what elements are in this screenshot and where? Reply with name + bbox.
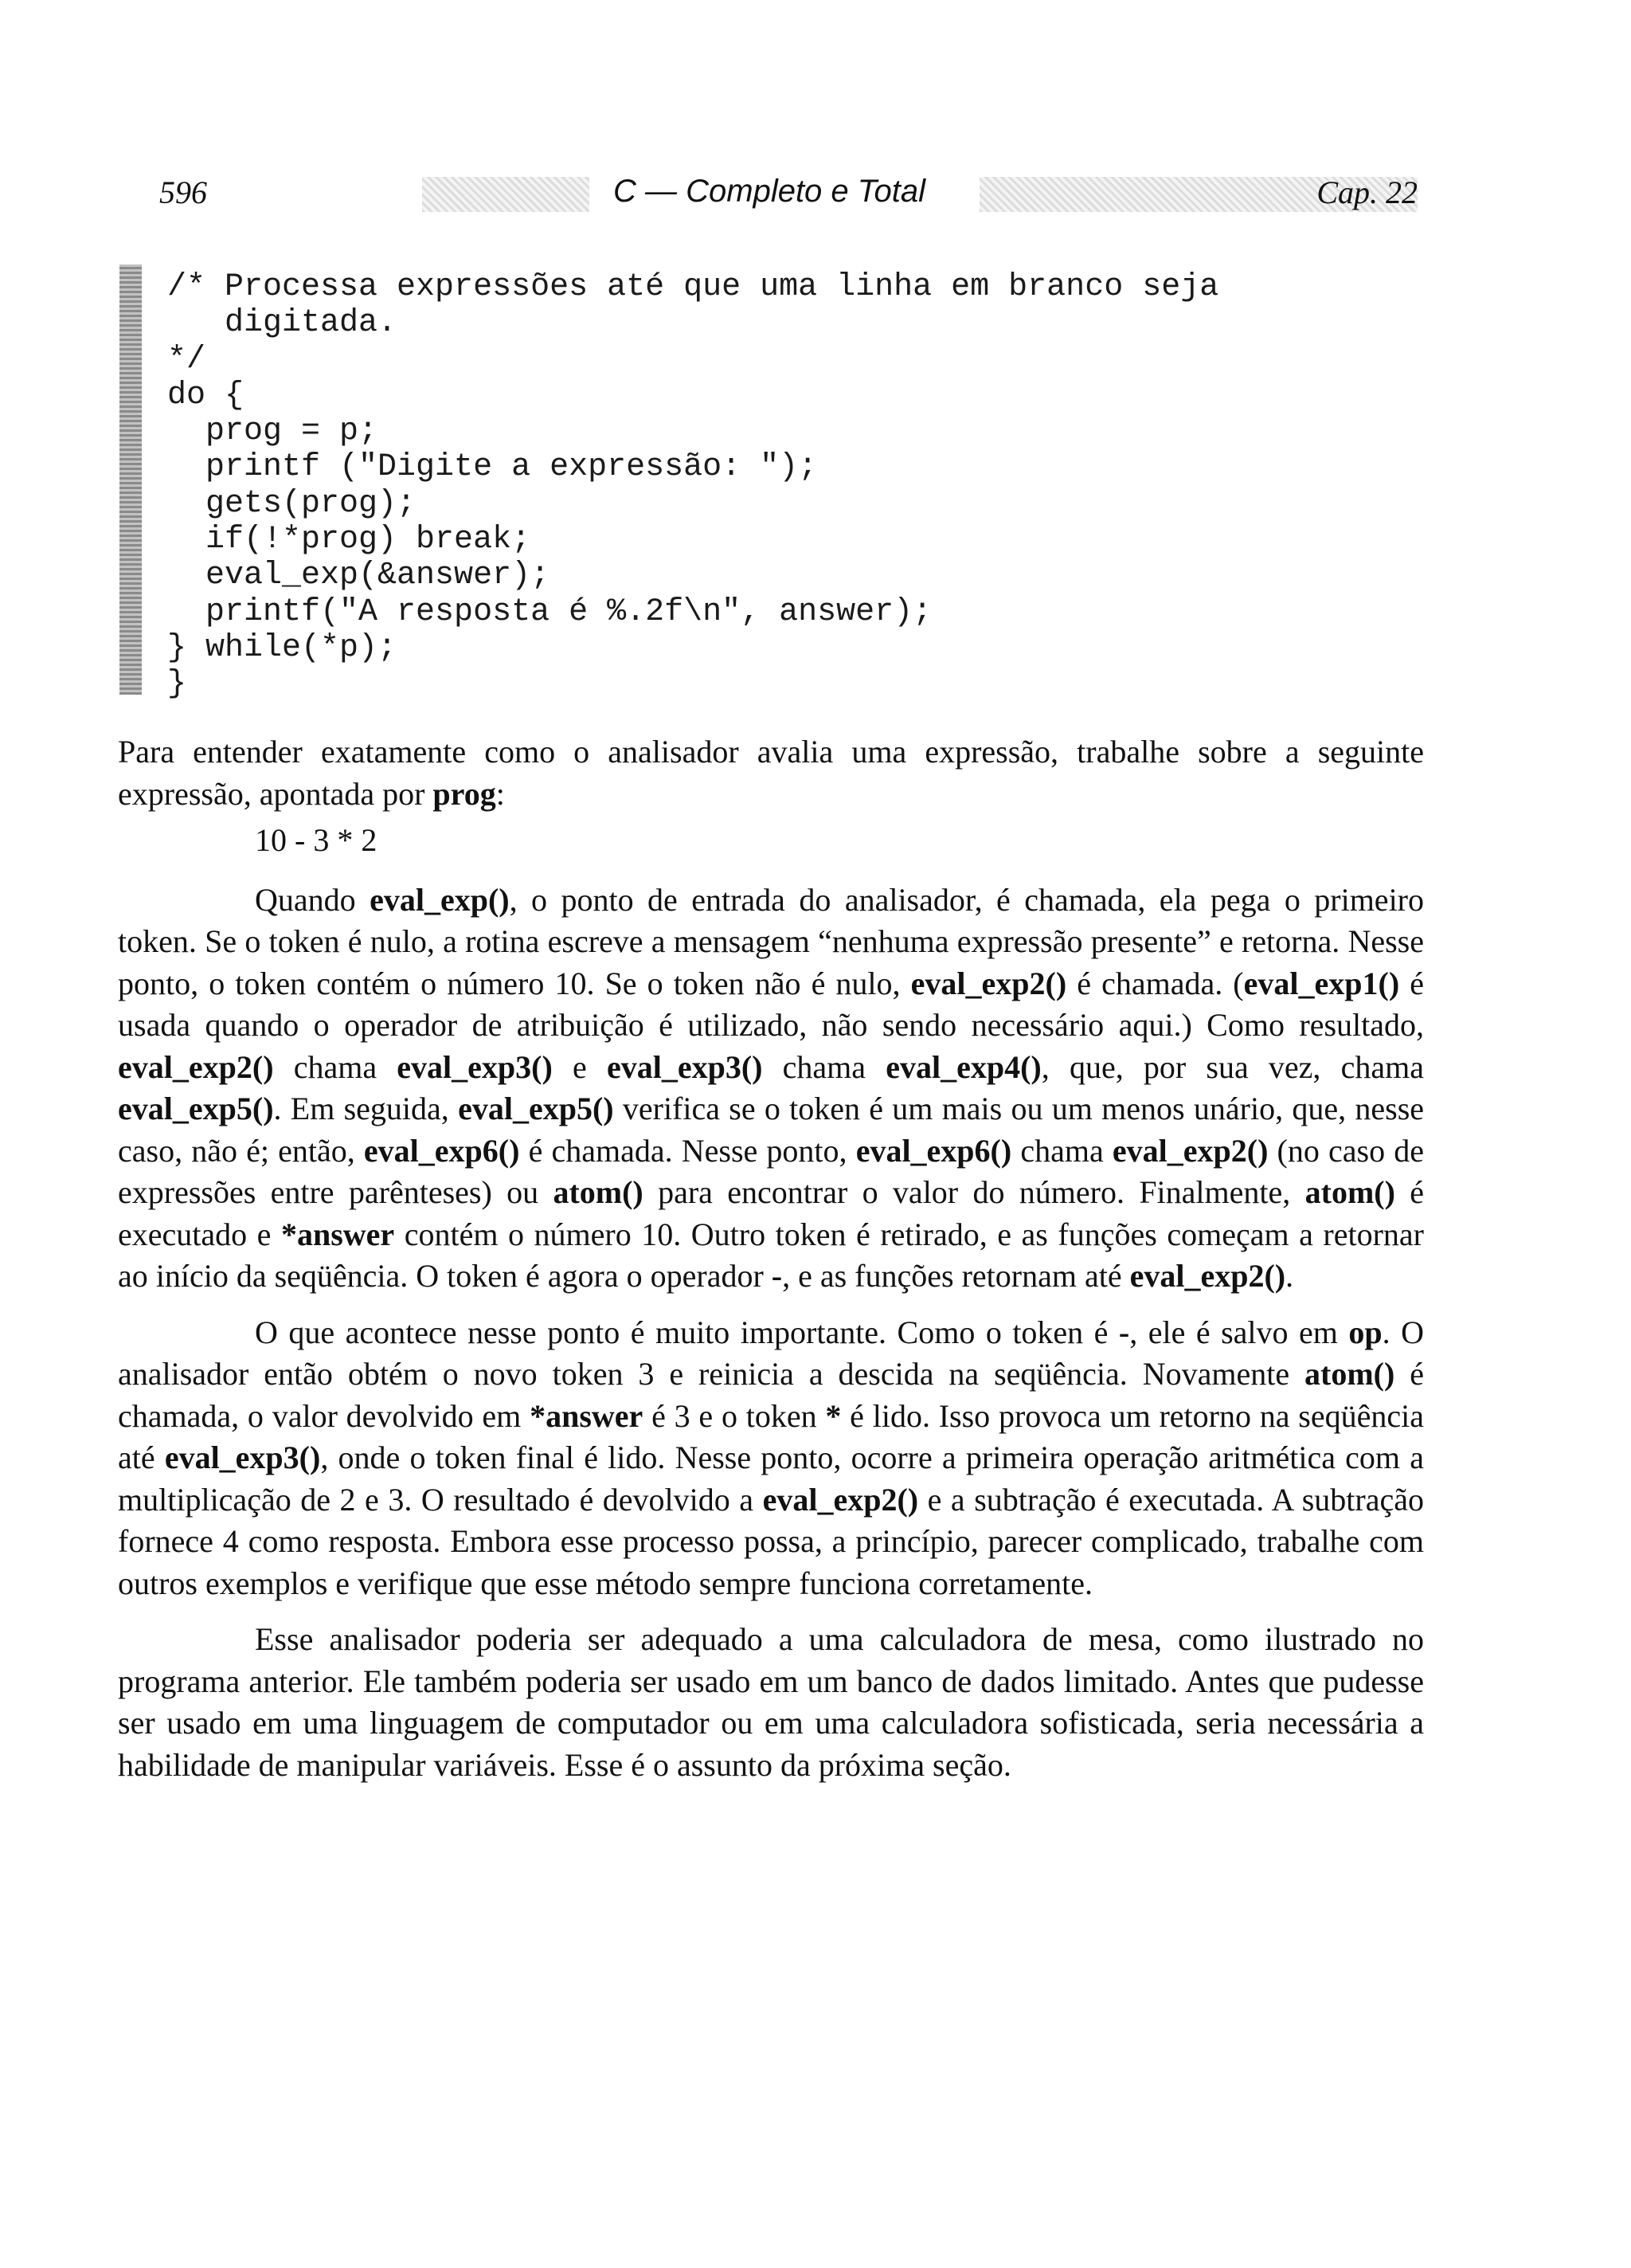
example-expression: 10 - 3 * 2 — [255, 822, 377, 858]
code-ref: eval_exp4() — [886, 1048, 1042, 1085]
code-ref: eval_exp2() — [1112, 1132, 1269, 1169]
code-line: do { — [167, 377, 244, 413]
code-ref: eval_exp5() — [118, 1091, 274, 1126]
code-line: printf("A resposta é %.2f\n", answer); — [167, 593, 933, 630]
text-run: é executado e — [118, 1174, 1424, 1252]
text-run: e — [552, 1048, 607, 1085]
text-run: , que, por sua vez, chama — [1041, 1048, 1425, 1085]
code-ref: - — [1118, 1314, 1130, 1350]
code-ref: eval_exp5() — [458, 1091, 614, 1126]
text-run: . Em seguida, — [273, 1091, 459, 1126]
text-run: é chamada. ( — [1066, 965, 1244, 1001]
paragraph-walkthrough — [118, 879, 1424, 1298]
code-line: if(!*prog) break; — [167, 522, 531, 558]
text-run: , ele é salvo em — [1129, 1314, 1349, 1350]
header-halftone-left — [422, 177, 589, 212]
text-run: (no caso de expressões entre parênteses) ou — [118, 1132, 1424, 1210]
page-header — [159, 174, 1418, 221]
code-line: printf ("Digite a expressão: "); — [167, 449, 818, 486]
code-ref: atom() — [1304, 1174, 1395, 1210]
code-ref: *answer — [530, 1397, 643, 1434]
text-run: é 3 e o token — [643, 1397, 826, 1434]
code-listing — [167, 269, 1218, 703]
text-run: verifica se o token é um mais ou um menos unário, que, nesse caso, não é; então, — [118, 1091, 1425, 1169]
running-title: C — Completo e Total — [613, 174, 926, 209]
code-ref: eval_exp3() — [606, 1048, 763, 1085]
code-line: } — [167, 666, 187, 703]
text-run: O que acontece nesse ponto é muito importante. Como o token é — [255, 1314, 1119, 1350]
chapter-label: Cap. 22 — [1316, 174, 1418, 210]
code-line: } while(*p); — [167, 629, 397, 666]
code-line: digitada. — [167, 305, 397, 342]
code-ref: eval_exp2() — [910, 965, 1067, 1001]
text-run: Para entender exatamente como o analisador avalia uma expressão, trabalhe sobre a seguinte expressão, apontada por — [118, 734, 1424, 812]
text-run: , onde o token final é lido. Nesse ponto, ocorre a primeira operação aritmética com a multiplicação de 2 e 3. O resultado é devolvido a — [118, 1440, 1424, 1518]
code-block-marker — [119, 264, 142, 695]
text-run: contém o número 10. Outro token é retirado, e as funções começam a retornar ao início da seqüência. O token é agora o operador — [118, 1216, 1424, 1294]
code-line: eval_exp(&answer); — [167, 558, 550, 594]
paragraph-conclusion: Esse analisador poderia ser adequado a uma calculadora de mesa, como ilustrado no programa anterior. Ele também poderia ser usado em um banco de dados limitado. Antes que pudesse ser usado em uma linguagem de computador ou em uma calculadora sofisticada, seria necessária a habilidade de manipular variáveis. Esse é o assunto da próxima seção. — [118, 1621, 1424, 1783]
code-ref: op — [1348, 1314, 1383, 1350]
text-run: Quando — [255, 881, 370, 918]
code-ref: atom() — [1304, 1356, 1395, 1392]
code-ref: eval_exp6() — [363, 1132, 520, 1169]
code-ref: eval_exp2() — [118, 1048, 274, 1085]
code-ref: atom() — [553, 1174, 643, 1210]
text-run: é lido. Isso provoca um retorno na seqüência até — [118, 1397, 1424, 1475]
code-ref: - — [771, 1258, 783, 1294]
code-line: gets(prog); — [167, 485, 417, 522]
code-ref: eval_exp6() — [855, 1132, 1012, 1169]
text-run: : — [495, 775, 505, 812]
code-ref: eval_exp() — [370, 881, 510, 918]
code-line: /* Processa expressões até que uma linha em branco seja — [167, 269, 1219, 305]
page-number: 596 — [159, 174, 207, 210]
text-run: chama — [762, 1048, 886, 1085]
text-run: . O analisador então obtém o novo token 3 e reinicia a descida na seqüência. Novamente — [118, 1314, 1424, 1392]
code-ref: eval_exp3() — [397, 1048, 553, 1085]
text-run: para encontrar o valor do número. Finalmente, — [643, 1174, 1305, 1210]
code-ref: prog — [432, 775, 496, 812]
text-run: é usada quando o operador de atribuição é utilizado, não sendo necessário aqui.) Como resultado, — [118, 965, 1425, 1043]
code-ref: * — [825, 1397, 842, 1434]
text-run: é chamada, o valor devolvido em — [118, 1356, 1424, 1434]
text-run: chama — [1011, 1132, 1113, 1169]
code-ref: eval_exp3() — [164, 1440, 321, 1475]
text-run: e a subtração é executada. A subtração fornece 4 como resposta. Embora esse processo possa, a princípio, parecer complicado, trabalhe com outros exemplos e verifique que esse método sempre funciona corretamente. — [118, 1481, 1424, 1601]
code-ref: *answer — [280, 1216, 395, 1252]
code-ref: eval_exp1() — [1243, 965, 1400, 1001]
code-ref: eval_exp2() — [1129, 1258, 1286, 1294]
text-run: chama — [273, 1048, 397, 1085]
code-line: */ — [167, 341, 206, 378]
paragraph-intro — [118, 731, 1424, 815]
code-ref: eval_exp2() — [762, 1481, 919, 1518]
text-run: . — [1285, 1258, 1294, 1294]
text-run: , o ponto de entrada do analisador, é chamada, ela pega o primeiro token. Se o token é nulo, a rotina escreve a mensagem “nenhuma expressão presente” e retorna. Nesse ponto, o token contém o número 10. Se o token não é nulo, — [118, 881, 1424, 1001]
text-run: é chamada. Nesse ponto, — [519, 1132, 856, 1169]
code-line: prog = p; — [167, 413, 378, 450]
body-text — [118, 731, 1424, 1786]
paragraph-operation — [118, 1312, 1424, 1605]
text-run: , e as funções retornam até — [782, 1258, 1130, 1294]
